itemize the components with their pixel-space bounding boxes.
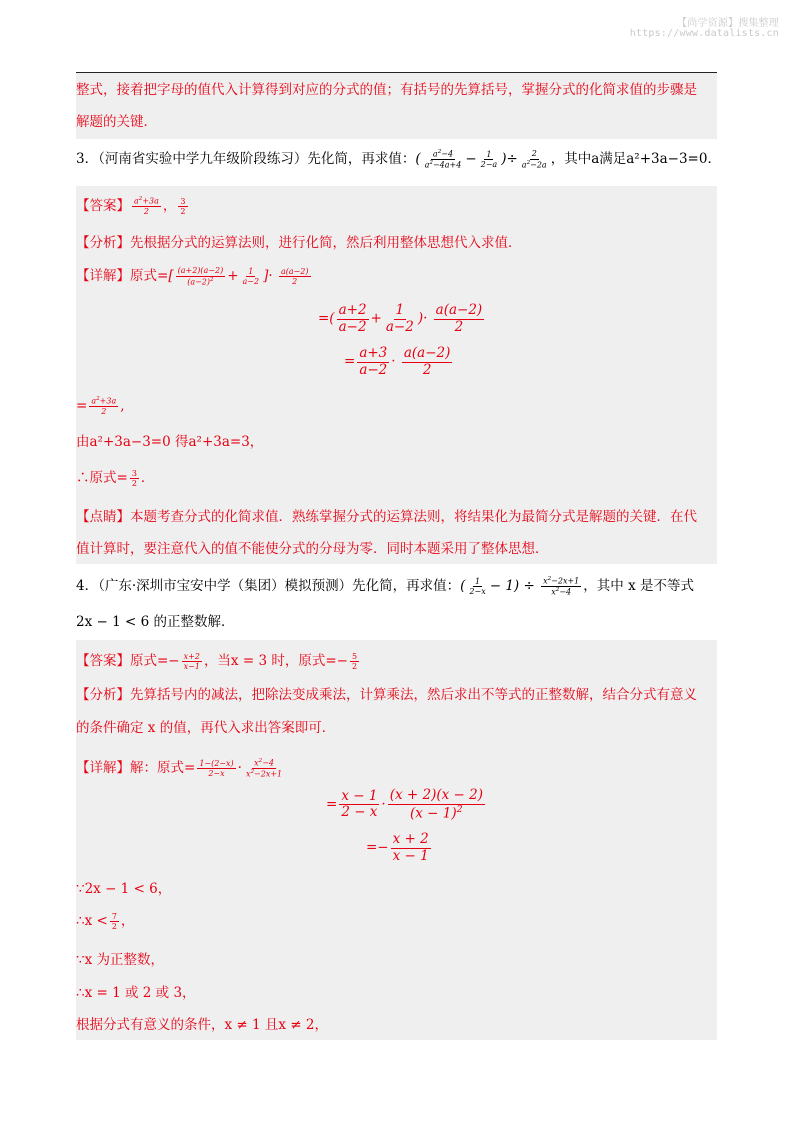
watermark-title: 【尚学资源】搜集整理 <box>677 18 779 29</box>
q3-step1: =( $\frac{a+2}{a-2}$ + $\frac{1}{a-2}$ )· $\frac{a(a-2)}{2}$ <box>318 302 483 335</box>
q3-stem-suffix: ，其中 <box>550 151 592 167</box>
q4-answer-label: 【答案】 <box>76 653 130 669</box>
q3-comment-line1: 【点睛】本题考查分式的化简求值．熟练掌握分式的运算法则，将结果化为最简分式是解题的关键．在代 <box>76 509 697 525</box>
q3-step3: = $\frac{a^2+3a}{2}$ , <box>76 396 125 417</box>
q3-detail-label: 【详解】 <box>76 268 130 284</box>
q4-detail: 【详解】解：原式= $\frac{1-(2-x)}{2-x}$ · $\frac{x^2-4}{x^2-2x+1}$ <box>76 758 283 779</box>
q4-analysis-label: 【分析】 <box>76 687 130 703</box>
q4-analysis-line1: 【分析】先算括号内的减法，把除法变成乘法，计算乘法，然后求出不等式的正整数解，结合分式有意义 <box>76 687 697 703</box>
q3-detail: 【详解】原式=[ $\frac{(a+2)(a-2)}{(a-2)^2}$ + $\frac{1}{a-2}$ ]· $\frac{a(a-2)}{2}$ <box>76 266 309 287</box>
q3-analysis-text: 先根据分式的运算法则，进行化简，然后利用整体思想代入求值． <box>130 235 522 251</box>
q4-detail-label: 【详解】 <box>76 760 130 776</box>
q4-step1: = $\frac{x - 1}{2 - x}$ · $\frac{(x + 2)(x - 2)}{(x - 1)^2}$ <box>326 787 483 822</box>
q4-line3: ∵x 为正整数， <box>76 952 164 968</box>
q3-comment-label: 【点睛】 <box>76 509 130 525</box>
q4-stem: 4．（广东·深圳市宝安中学（集团）模拟预测）先化简，再求值：( $\frac{1}{2-x}$ − 1) ÷ $\frac{x^2-2x+1}{x^2-4}$ ，其中 x 是不等式 <box>76 576 694 597</box>
q3-line-b: ∴原式= $\frac{3}{2}$ ． <box>76 468 155 488</box>
q3-answer-label: 【答案】 <box>76 198 130 214</box>
q3-comment-line2: 值计算时，要注意代入的值不能使分式的分母为零．同时本题采用了整体思想． <box>76 541 549 557</box>
q3-answer: 【答案】 $\frac{a^2+3a}{2}$ ， $\frac{3}{2}$ <box>76 196 186 217</box>
watermark-url: https://www.datalists.cn <box>629 28 779 39</box>
q4-stem-line2: 2x − 1 < 6 的正整数解． <box>76 614 235 630</box>
q4-line4: ∴x = 1 或 2 或 3， <box>76 985 196 1001</box>
prev-comment-line2: 解题的关键． <box>76 114 157 130</box>
q3-expression: ( $\frac{a^2-4}{a^2-4a+4}$ − $\frac{1}{2-a}$ )÷ $\frac{2}{a^2-2a}$ <box>415 149 547 170</box>
q4-line5: 根据分式有意义的条件，x ≠ 1 且x ≠ 2， <box>76 1017 328 1033</box>
q3-analysis <box>76 233 522 253</box>
q4-line1: ∵2x − 1 < 6， <box>76 881 172 897</box>
q3-stem <box>76 149 721 170</box>
q4-stem-prefix: 4．（广东·深圳市宝安中学（集团）模拟预测）先化简，再求值： <box>76 578 461 594</box>
q3-line-a: 由a²+3a−3=0 得a²+3a=3， <box>76 434 264 450</box>
q4-answer: 【答案】原式=− $\frac{x+2}{x-1}$ ，当x = 3 时，原式=− $\frac{5}{2}$ <box>76 651 358 671</box>
q4-line2: ∴x < $\frac{7}{2}$ ， <box>76 911 135 931</box>
q4-step2: =− $\frac{x + 2}{x - 1}$ <box>366 831 429 864</box>
q3-analysis-label: 【分析】 <box>76 235 130 251</box>
q4-analysis-line2: 的条件确定 x 的值，再代入求出答案即可． <box>76 720 336 736</box>
q3-stem-prefix: 3．（河南省实验中学九年级阶段练习）先化简，再求值： <box>76 151 416 167</box>
prev-comment-line1: 整式，接着把字母的值代入计算得到对应的分式的值；有括号的先算括号，掌握分式的化简求值的步骤是 <box>76 82 697 98</box>
q3-stem-condition: a满足a²+3a−3=0． <box>591 151 721 167</box>
q3-step2: = $\frac{a+3}{a-2}$ · $\frac{a(a-2)}{2}$ <box>344 345 451 378</box>
